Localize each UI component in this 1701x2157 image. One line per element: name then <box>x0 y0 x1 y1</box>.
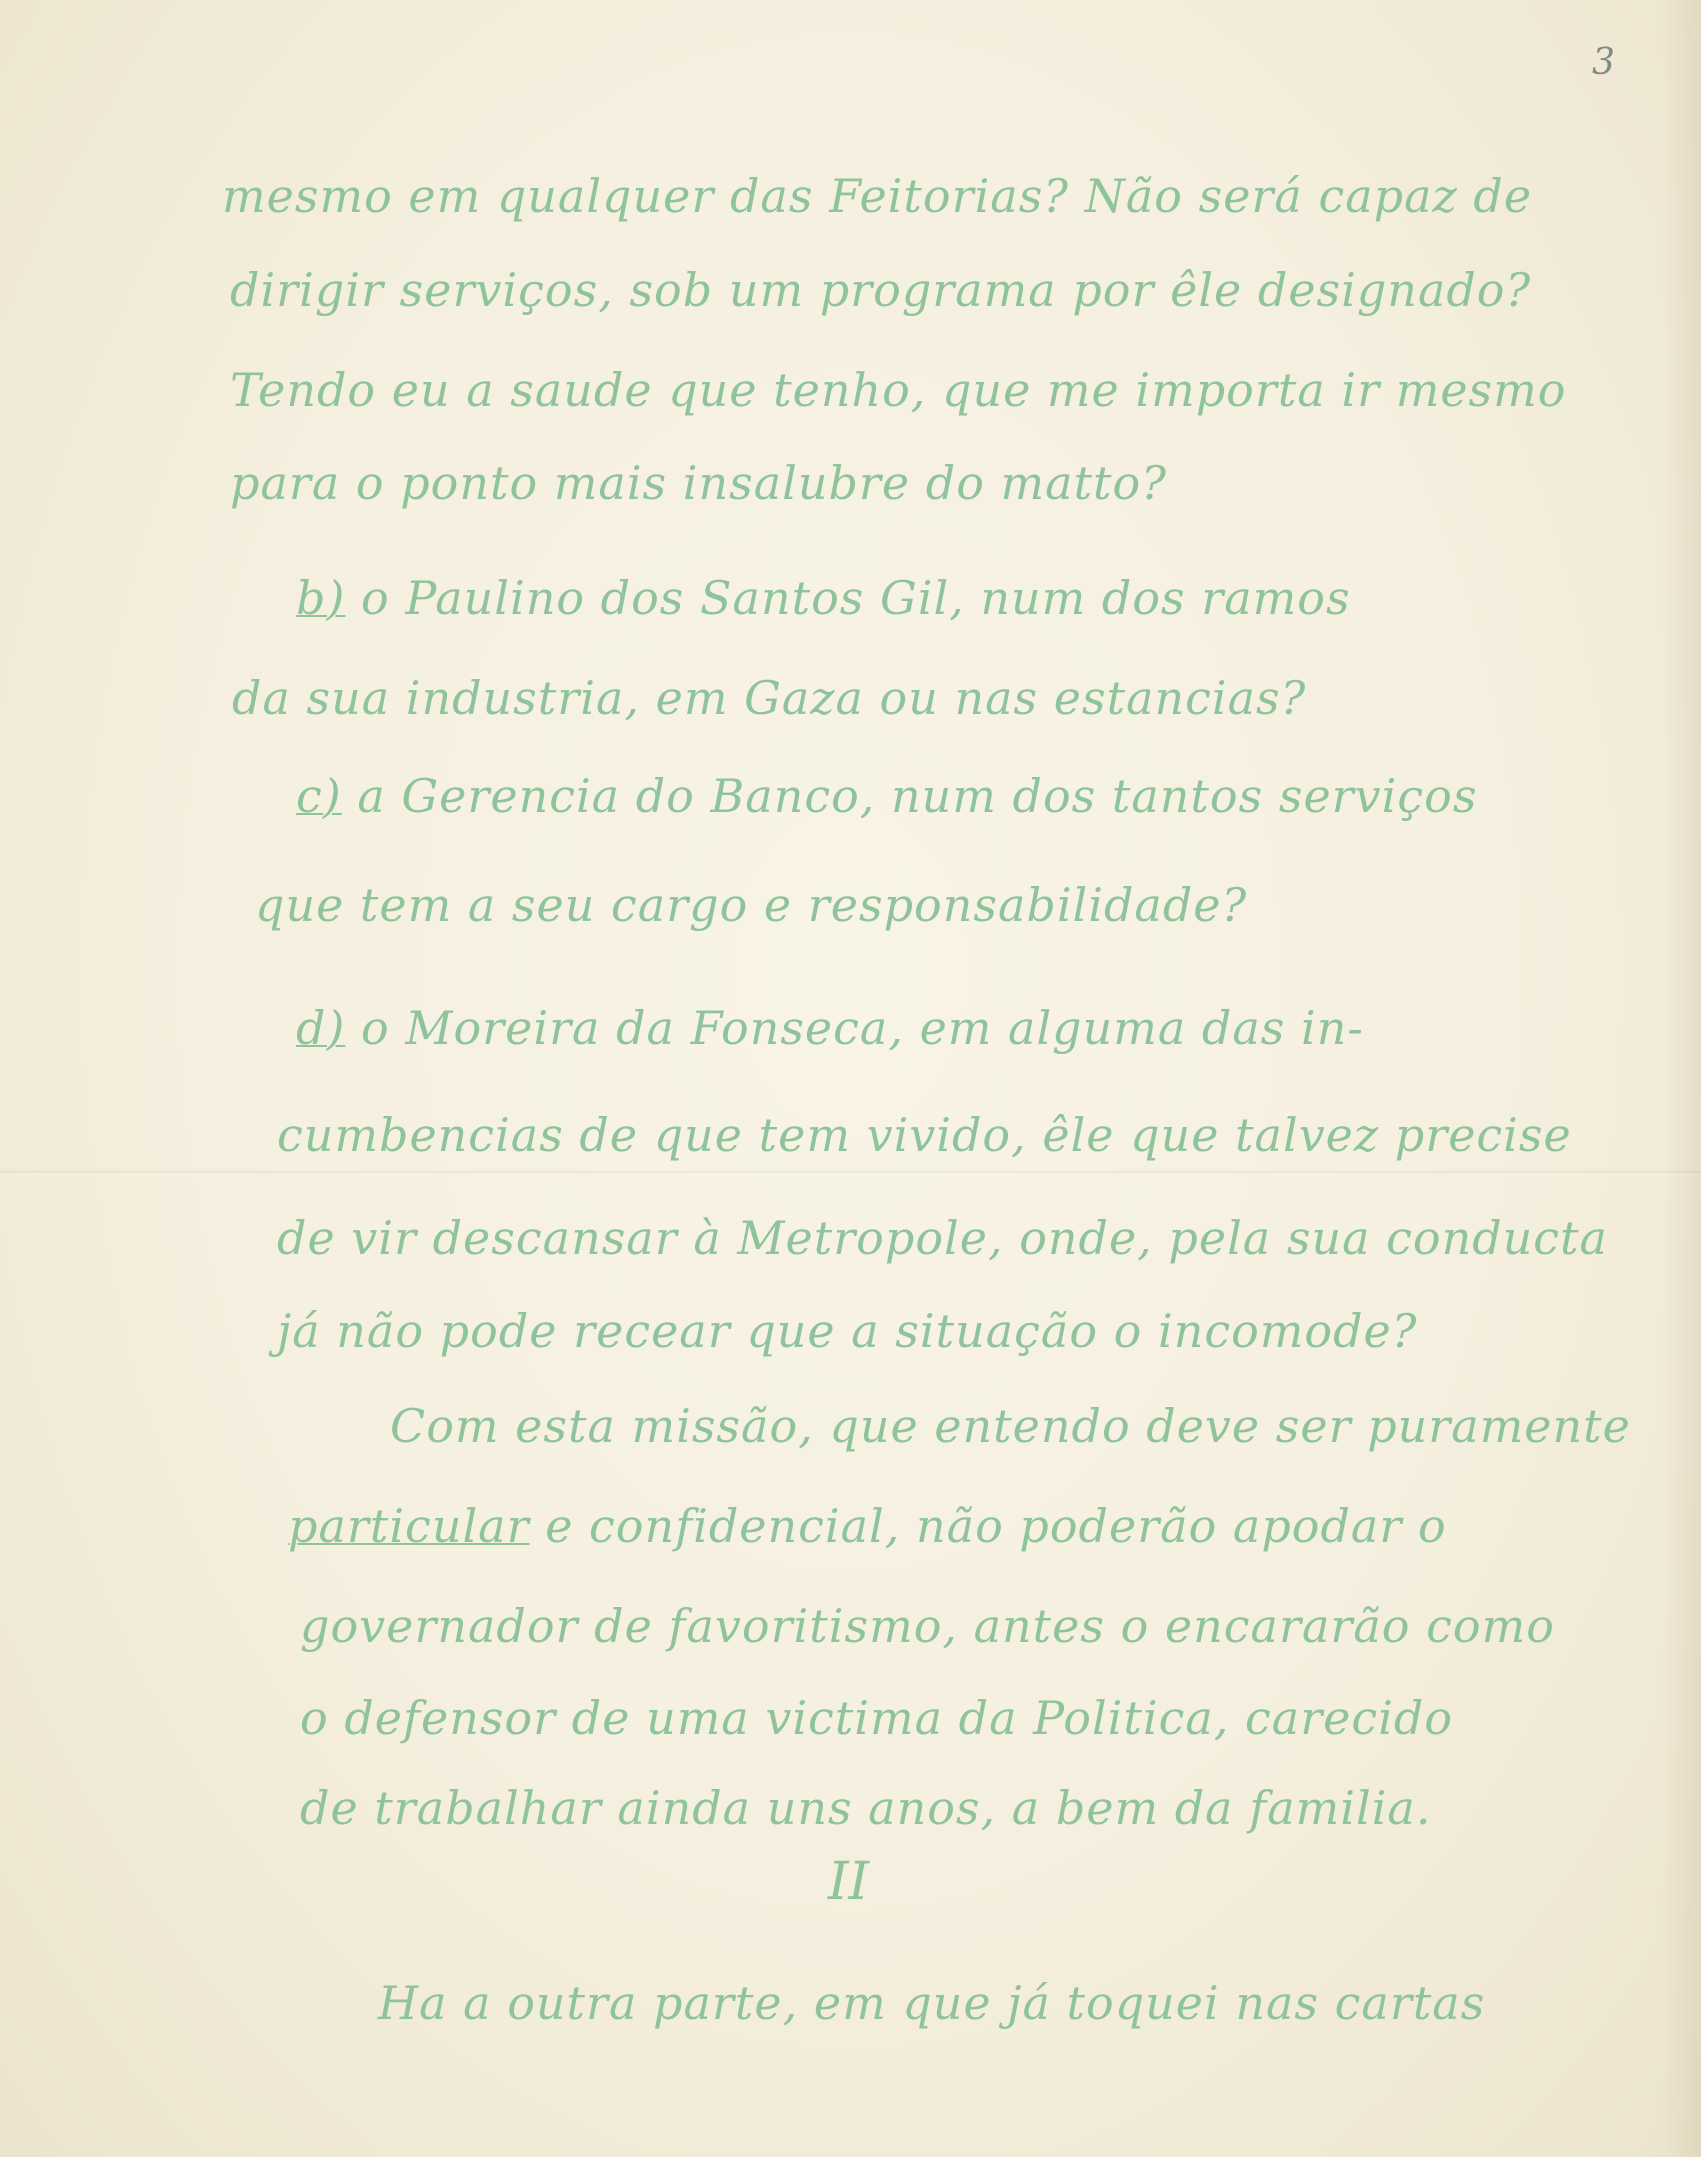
handwritten-item-b <box>296 570 1351 626</box>
handwritten-line <box>288 1498 1447 1554</box>
handwritten-line: Tendo eu a saude que tenho, que me importa ir mesmo <box>230 363 1567 417</box>
page-number: 3 <box>1592 42 1615 83</box>
paper-edge-shadow <box>1661 0 1701 2157</box>
item-marker-d: d) <box>296 1001 346 1055</box>
handwritten-line: dirigir serviços, sob um programa por êle designado? <box>230 263 1532 317</box>
handwritten-line: o defensor de uma victima da Politica, carecido <box>300 1691 1454 1745</box>
section-heading: II <box>828 1852 870 1912</box>
underlined-word: particular <box>288 1499 530 1553</box>
handwritten-line: a Gerencia do Banco, num dos tantos serviços <box>357 769 1478 823</box>
handwritten-line: que tem a seu cargo e responsabilidade? <box>255 878 1248 932</box>
handwritten-item-d <box>296 1000 1364 1056</box>
handwritten-line: para o ponto mais insalubre do matto? <box>230 456 1167 510</box>
handwritten-line: governador de favoritismo, antes o encararão como <box>300 1599 1555 1653</box>
handwritten-line: mesmo em qualquer das Feitorias? Não será capaz de <box>222 169 1533 223</box>
handwritten-line: da sua industria, em Gaza ou nas estancias? <box>232 671 1307 725</box>
item-marker-b: b) <box>296 571 346 625</box>
handwritten-line: cumbencias de que tem vivido, êle que talvez precise <box>277 1108 1572 1162</box>
handwritten-item-c <box>296 768 1477 824</box>
handwritten-line: o Paulino dos Santos Gil, num dos ramos <box>361 571 1351 625</box>
handwritten-line: Ha a outra parte, em que já toquei nas cartas <box>378 1976 1486 2030</box>
handwritten-line: já não pode recear que a situação o incomode? <box>277 1304 1418 1358</box>
handwritten-line-rest: e confidencial, não poderão apodar o <box>529 1499 1447 1553</box>
handwritten-line: de vir descansar à Metropole, onde, pela sua conducta <box>277 1211 1608 1265</box>
handwritten-line: o Moreira da Fonseca, em alguma das in- <box>361 1001 1364 1055</box>
item-marker-c: c) <box>296 769 342 823</box>
handwritten-line: de trabalhar ainda uns anos, a bem da familia. <box>300 1781 1432 1835</box>
handwritten-line: Com esta missão, que entendo deve ser puramente <box>390 1399 1631 1453</box>
paper-fold <box>0 1170 1701 1176</box>
